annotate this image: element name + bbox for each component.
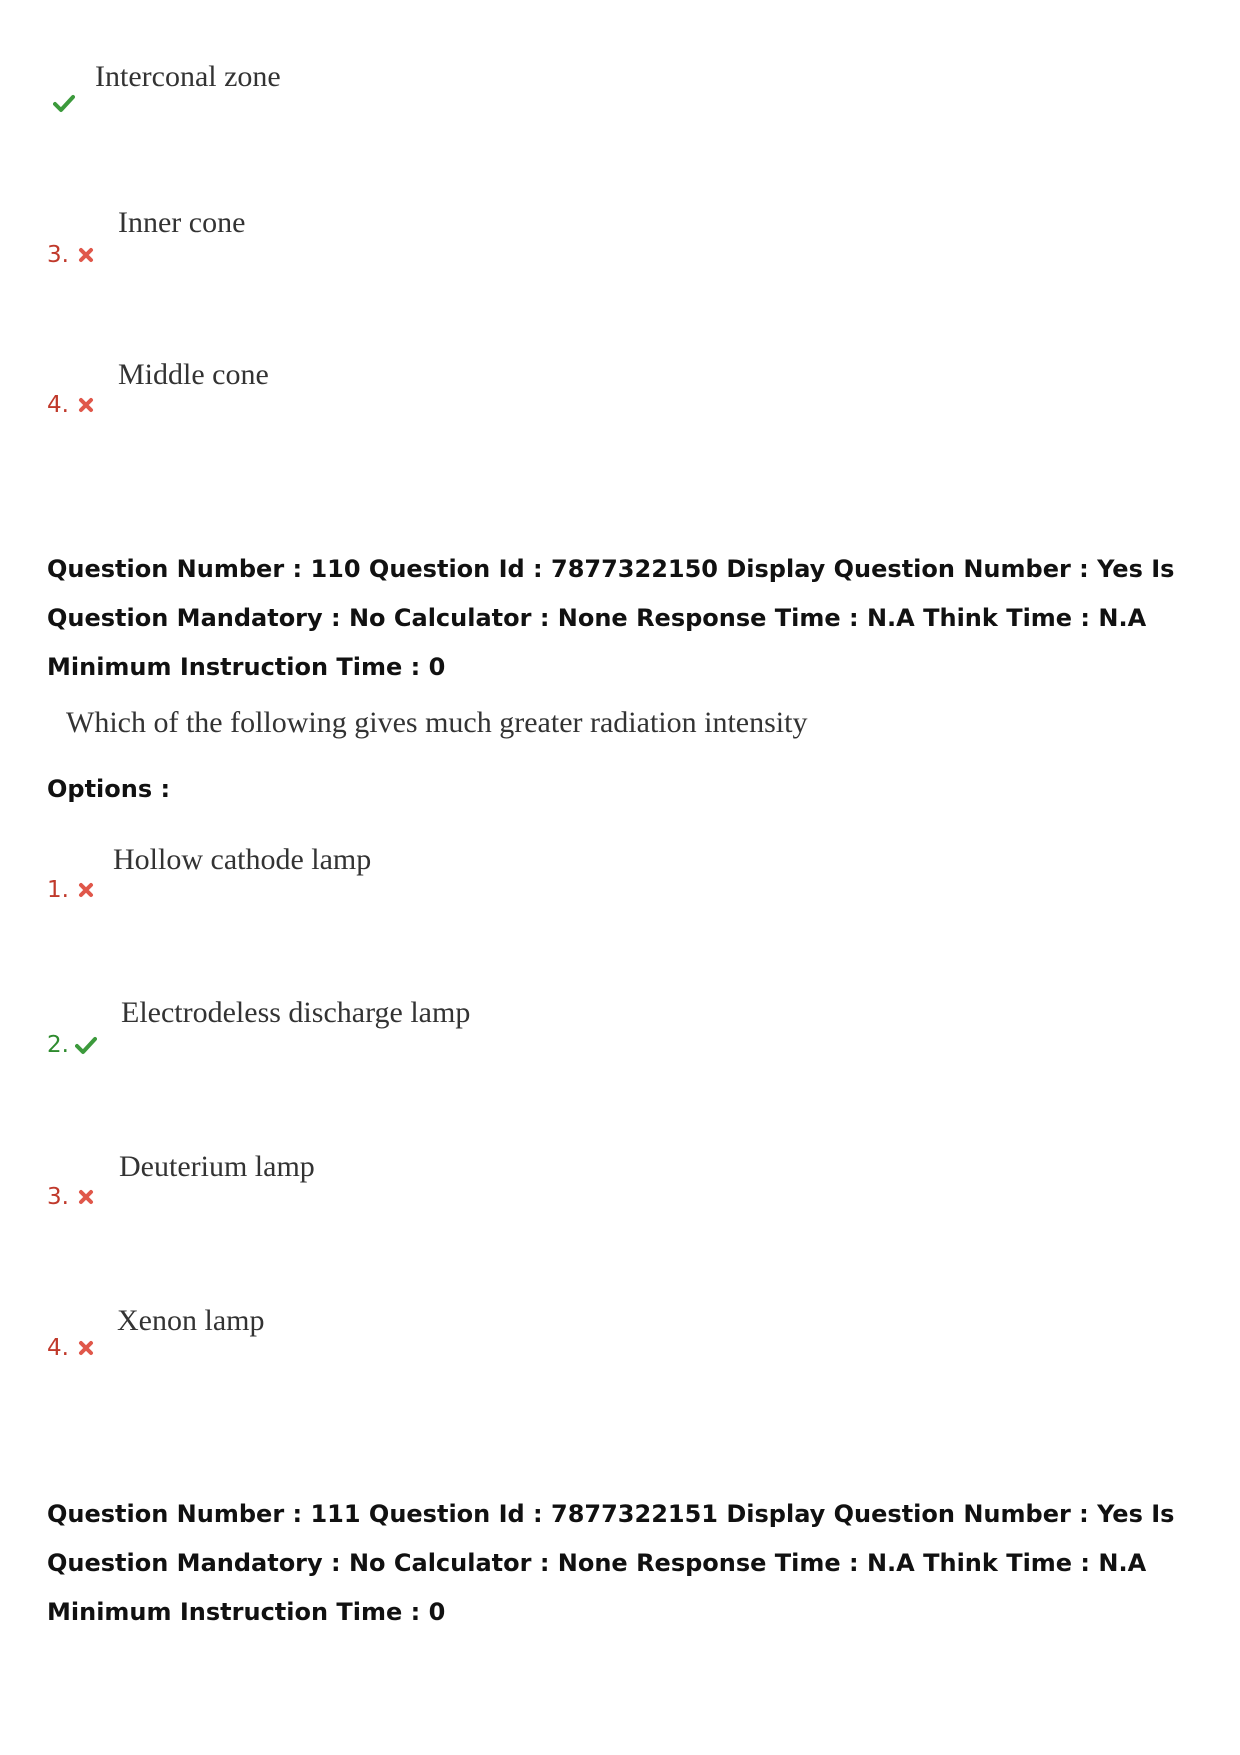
option-text: Inner cone — [118, 206, 246, 239]
question-meta: Question Number : 110 Question Id : 7877322150 Display Question Number : Yes Is Question Mandatory : No Calculator : None Response Time : N.A Think Time : N.A Minimum Instruction Time : 0 — [47, 555, 1175, 681]
option-marker: 2. — [47, 1030, 97, 1060]
check-icon — [53, 92, 75, 114]
option-marker: 4. — [47, 390, 97, 420]
option-text: Interconal zone — [95, 60, 281, 93]
option-text: Hollow cathode lamp — [113, 843, 372, 876]
option-text: Xenon lamp — [117, 1304, 265, 1337]
question-meta: Question Number : 111 Question Id : 7877322151 Display Question Number : Yes Is Question Mandatory : No Calculator : None Response Time : N.A Think Time : N.A Minimum Instruction Time : 0 — [47, 1500, 1175, 1626]
cross-icon — [75, 244, 97, 266]
cross-icon — [75, 1186, 97, 1208]
option-text: Deuterium lamp — [119, 1150, 315, 1183]
option-marker: 1. — [47, 875, 97, 905]
cross-icon — [75, 394, 97, 416]
cross-icon — [75, 1337, 97, 1359]
option-text: Electrodeless discharge lamp — [121, 996, 471, 1029]
option-marker: 4. — [47, 1333, 97, 1363]
cross-icon — [75, 879, 97, 901]
option-marker — [47, 88, 75, 118]
options-label: Options : — [47, 775, 171, 803]
option-marker: 3. — [47, 1182, 97, 1212]
question-stem: Which of the following gives much greater radiation intensity — [66, 706, 808, 739]
option-text: Middle cone — [118, 358, 269, 391]
check-icon — [75, 1034, 97, 1056]
option-marker: 3. — [47, 240, 97, 270]
